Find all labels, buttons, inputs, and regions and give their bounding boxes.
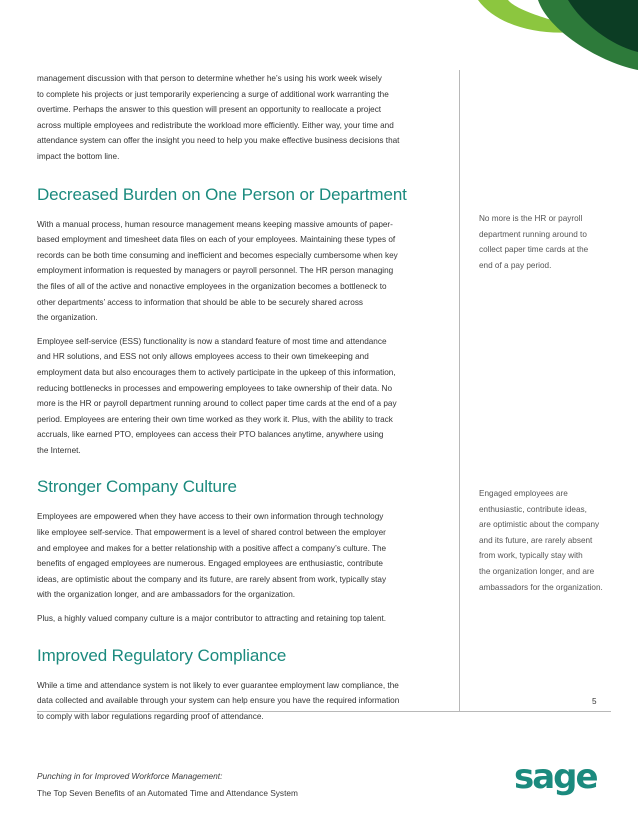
- intro-paragraph: management discussion with that person to determine whether he’s using his work week wisely to complete his projects or just temporarily experiencing a surge of additional work warranting the overtime. Perhaps the answer to this question will present an opportunity to reallocate a project across multiple employees and redistribute the workload more efficiently. Either way, your time and attendance system can offer the insight you need to help you make effective business decisions that impact the bottom line.: [37, 74, 400, 161]
- section-paragraph: Employee self-service (ESS) functionality is now a standard feature of most time and attendance and HR solutions, and ESS not only allows employees access to their own timekeeping and employment data but also encourages them to actively participate in the upkeep of this information, reducing bottlenecks in processes and empowering employees to take ownership of their data. No more is the HR or payroll department running around to collect paper time cards at the end of a pay period. Employees are entering their own time worked as they work it. Plus, with the ability to track accruals, like earned PTO, employees can access their PTO balances anytime, anywhere using the Internet.: [37, 336, 397, 455]
- page-number: 5: [592, 697, 597, 706]
- section-heading-decreased-burden: Decreased Burden on One Person or Department: [37, 184, 407, 204]
- main-column: [37, 71, 447, 732]
- section-paragraph: Plus, a highly valued company culture is a major contributor to attracting and retaining top talent.: [37, 614, 387, 624]
- section-heading-regulatory-compliance: Improved Regulatory Compliance: [37, 645, 287, 665]
- section-paragraph: Employees are empowered when they have access to their own information through technology like employee self-service. That empowerment is a level of shared control between the employer and employee and makes for a better relationship with a positive affect a company’s culture. The benefits of engaged employees are numerous. Engaged employees are enthusiastic, contribute ideas, are optimistic about the company and its future, are rarely absent from work, typically stay with the organization longer, and are ambassadors for the organization.: [37, 512, 387, 600]
- sidebar-pull-quote: No more is the HR or payroll department running around to collect paper time cards at the end of a pay period.: [479, 214, 589, 270]
- sidebar-pull-quote: Engaged employees are enthusiastic, contribute ideas, are optimistic about the company and its future, are rarely absent from work, typically stay with the organization longer, and are ambassadors for the organization.: [479, 489, 603, 592]
- section-paragraph: While a time and attendance system is not likely to ever guarantee employment law compliance, the data collected and available through your system can help ensure you have the required information to comply with labor regulations regarding proof of attendance.: [37, 680, 400, 721]
- footer-divider: [37, 711, 611, 712]
- footer-title: Punching in for Improved Workforce Management:: [37, 771, 223, 781]
- section-heading-company-culture: Stronger Company Culture: [37, 477, 237, 497]
- section-paragraph: With a manual process, human resource management means keeping massive amounts of paper- based employment and timesheet data files on each of your employees. Maintaining these types of records can be both time consuming and inefficient and becomes especially cumbersome when key employment information is requested by managers or payroll personnel. The HR person managing the files of all of the active and nonactive employees in the organization becomes a bottleneck to other departments’ access to information that should be able to be securely shared across the organization.: [37, 219, 398, 323]
- footer: [37, 768, 298, 802]
- sage-logo: [514, 760, 604, 796]
- corner-leaf-decoration: [398, 0, 638, 70]
- column-divider: [459, 70, 460, 712]
- svg-text:sage: sage: [514, 760, 597, 796]
- footer-subtitle: The Top Seven Benefits of an Automated Time and Attendance System: [37, 788, 298, 798]
